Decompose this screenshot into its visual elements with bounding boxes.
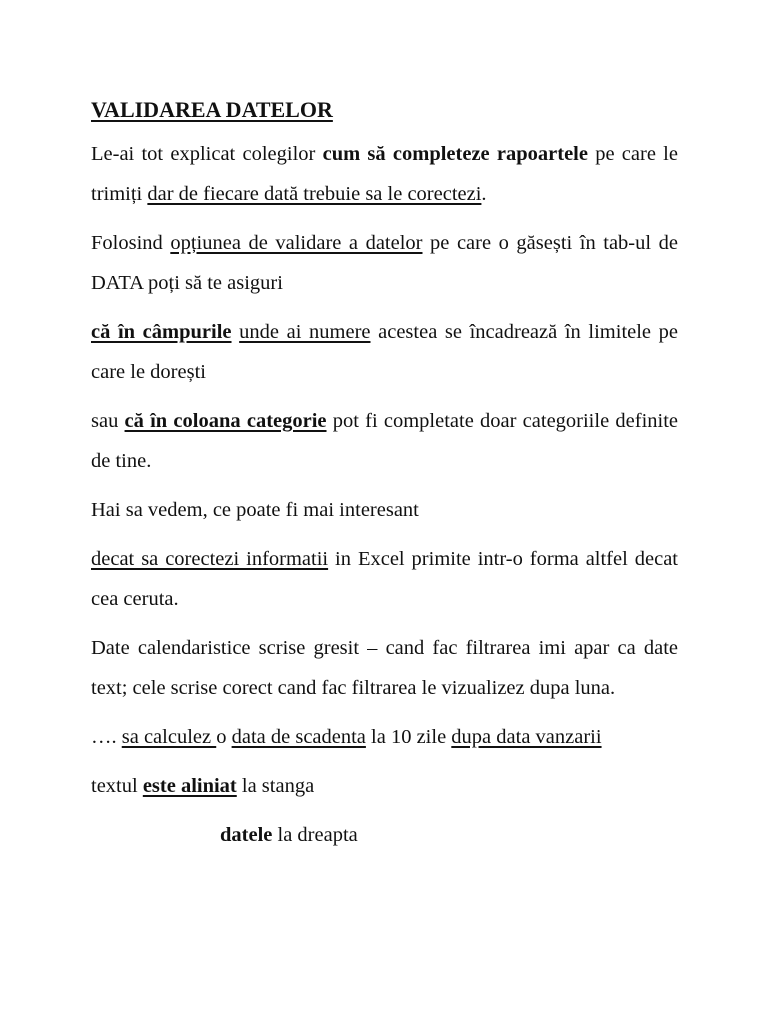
bold-underlined-text: că în câmpurile [91,321,232,343]
paragraph-validation-option [91,223,678,303]
underlined-text: sa calculez [121,726,217,748]
text-run: pot fi completate doar categoriile definite de tine. [91,410,679,472]
paragraph-due-date [91,717,678,757]
text-run: pe care le trimiți [91,143,678,205]
bold-underlined-text: că în coloana categorie [124,410,327,432]
text-run [232,321,240,343]
text-run: la 10 zile [365,726,452,748]
text-run: Date calendaristice scrise gresit – cand fac filtrarea imi apar ca date text; cele scrise corect cand fac filtrarea le vizualizez dupa luna. [91,637,678,699]
text-run: in Excel primite intr-o forma altfel decat cea ceruta. [91,548,678,610]
bold-text: datele [220,824,273,846]
paragraph-intro [91,134,678,214]
text-run: la stanga [236,775,315,797]
underlined-text: dar de fiecare dată trebuie sa le corectezi [147,183,482,205]
text-run: o [216,726,232,748]
paragraph-lets-see [91,490,678,530]
underlined-text: unde ai numere [239,321,371,343]
document-title: VALIDAREA DATELOR [91,97,333,122]
bold-underlined-text: este aliniat [142,775,237,797]
text-run: …. [91,726,122,748]
text-run: acestea se încadrează în limitele pe care le dorești [91,321,678,383]
text-run: . [481,183,487,205]
paragraph-calendar-dates [91,628,678,708]
text-run: sau [91,410,125,432]
underlined-text: dupa data vanzarii [451,726,602,748]
paragraph-number-fields [91,312,678,392]
underlined-text: opțiunea de validare a datelor [170,232,423,254]
paragraph-dates-right [91,815,678,855]
text-run: textul [91,775,143,797]
text-run: Folosind [91,232,171,254]
text-run: la dreapta [272,824,358,846]
text-run: Hai sa vedem, ce poate fi mai interesant [91,499,419,521]
paragraph-text-aligned [91,766,678,806]
underlined-text: data de scadenta [231,726,366,748]
text-run: Le-ai tot explicat colegilor [91,143,323,165]
underlined-text: decat sa corectezi informatii [91,548,329,570]
paragraph-correct-info [91,539,678,619]
text-run: pe care o găsești în tab-ul de DATA poți să te asiguri [91,232,678,294]
document-page [91,94,678,864]
bold-text: cum să completeze rapoartele [322,143,588,165]
paragraph-category-column [91,401,678,481]
